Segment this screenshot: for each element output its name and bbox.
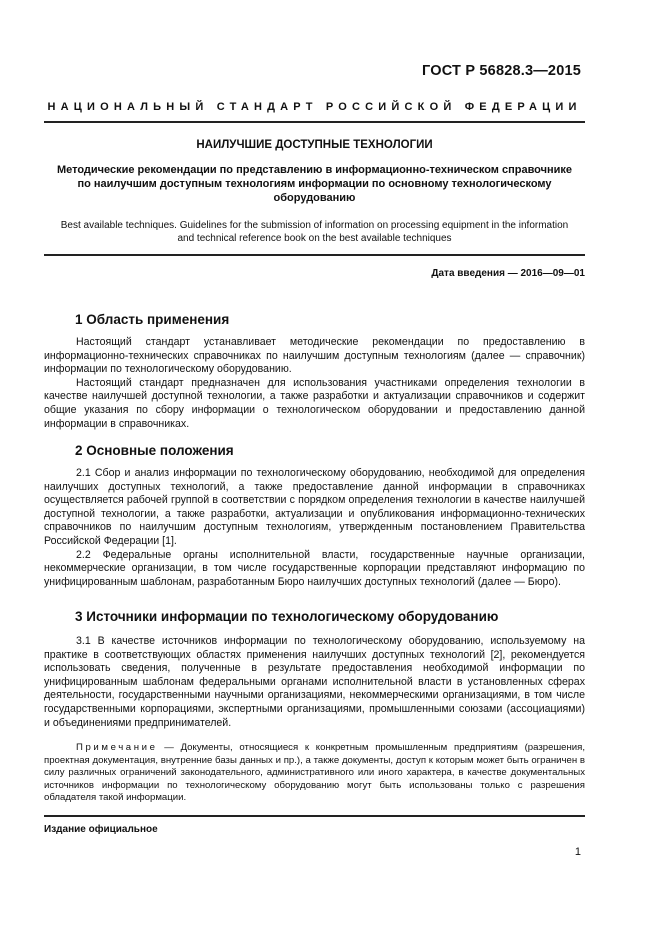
page-number: 1 [574,846,581,858]
english-title: Best available techniques. Guidelines for the submission of information on processing equipment in the information and technical reference book on the best available techniques [60,220,569,244]
document-title: НАИЛУЧШИЕ ДОСТУПНЫЕ ТЕХНОЛОГИИ [196,139,433,151]
section-1-heading: 1 Область применения [75,312,230,327]
section-1-paragraph-1: Настоящий стандарт устанавливает методические рекомендации по предоставлению в информационно-технических справочниках по наилучшим доступным технологиям (далее — справочник) информации по технологическому оборудованию. [44,336,585,376]
section-3-note [44,742,585,805]
standard-code: ГОСТ Р 56828.3—2015 [422,63,581,79]
section-2-heading: 2 Основные положения [75,443,234,458]
section-2-body [44,467,585,589]
official-edition-label: Издание официальное [44,824,158,835]
note-label: Примечание [76,742,158,753]
section-1-body [44,336,585,431]
section-1-paragraph-2: Настоящий стандарт предназначен для использования участниками определения технологии в качестве наилучшей доступной технологии, а также разработки и актуализации справочников и содержит общие указания по сбору информации о технологическом оборудовании и предоставлению данной информации в справочниках. [44,376,585,430]
document-subtitle: Методические рекомендации по представлению в информационно-техническом справочнике по наилучшим доступным технологиям информации по основному технологическому оборудованию [56,164,573,204]
title-divider [44,254,585,256]
section-2-paragraph-2: 2.2 Федеральные органы исполнительной власти, государственные научные организации, некоммерческие организации, в том числе государственные корпорации представляют информацию по унифицированным шаблонам, разработанным Бюро наилучших доступных технологий (далее — Бюро). [44,548,585,588]
section-3-heading: 3 Источники информации по технологическому оборудованию [75,609,499,624]
note-text: — Документы, относящиеся к конкретным промышленным предприятиям (разрешения, проектная документация, внутренние базы данных и пр.), а также документы, доступ к которым может быть ограничен в силу различных ограничений законодательного, административного или иного характера, в качестве документальных источников информации по технологическому оборудованию могут быть использованы только с разрешения обладателя такой информации. [44,742,585,803]
top-divider [44,121,585,123]
national-standard-banner: НАЦИОНАЛЬНЫЙ СТАНДАРТ РОССИЙСКОЙ ФЕДЕРАЦИИ [47,101,582,113]
effective-date: Дата введения — 2016—09—01 [431,268,585,279]
section-3-body [44,635,585,730]
section-3-paragraph-1: 3.1 В качестве источников информации по технологическому оборудованию, используемому на практике в соответствующих областях применения наилучших доступных технологий [2], рекомендуется использовать сведения, полученные в результате предоставления необходимой информации по унифицированным шаблонам федеральными органами исполнительной власти в установленных сферах деятельности, государственными научными организациями, некоммерческими организациями, в том числе государственными корпорациями, экспертными организациями, промышленными союзами (ассоциациями) и объединениями предпринимателей. [44,635,585,729]
section-2-paragraph-1: 2.1 Сбор и анализ информации по технологическому оборудованию, необходимой для определения наилучших доступных технологий, а также предоставление данной информации в справочниках осуществляется рабочей группой в соответствии с порядком определения технологии в качестве наилучшей доступной технологии, а также разработки, актуализации и опубликования информационно-технических справочников по наилучшим доступным технологиям, утвержденным постановлением Правительства Российской Федерации [1]. [44,467,585,547]
footer-divider [44,815,585,817]
